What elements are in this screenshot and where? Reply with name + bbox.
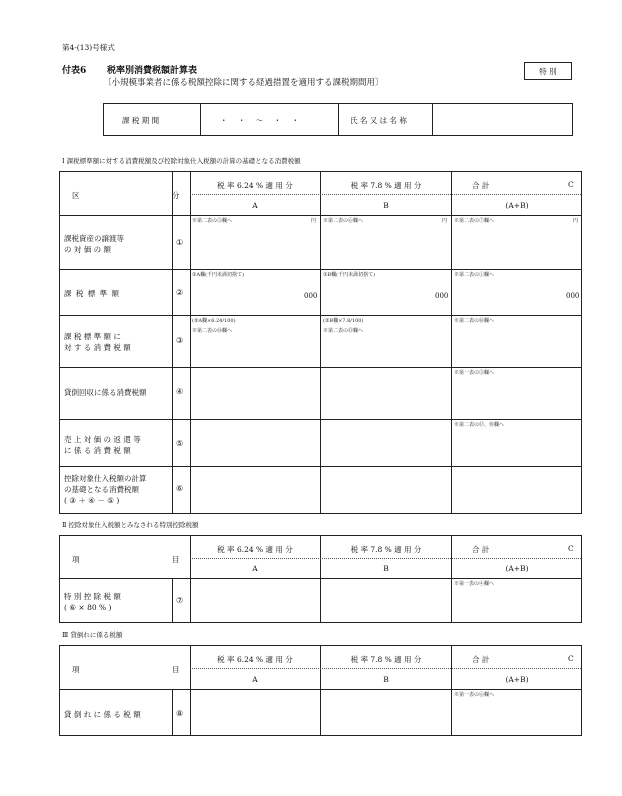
s3-col-c-sub: (A+B) xyxy=(505,675,529,684)
s2-col-rate-78: 税 率 7.8 % 適 用 分 xyxy=(350,545,422,554)
row1-number: ① xyxy=(176,238,184,247)
s3-koumoku: 項 xyxy=(72,665,80,674)
row2-zero-a: 000 xyxy=(304,292,318,300)
s2-koumoku: 項 xyxy=(72,555,80,564)
row2-zero-c: 000 xyxy=(566,292,580,300)
row1-note-b: ※第二表の⑥欄へ xyxy=(323,218,364,224)
row5-note-c: ※第二表の⑰、⑱欄へ xyxy=(454,422,505,428)
special-stamp: 特 別 xyxy=(524,62,572,80)
s2-col-c-sub: (A+B) xyxy=(505,564,529,573)
row6-label1: 控除対象仕入税額の計算 xyxy=(64,474,147,483)
row5-label2: に 係 る 消 費 税 額 xyxy=(64,446,131,455)
col-b: B xyxy=(383,201,389,210)
row3-note-b2: ※第二表の⑮欄へ xyxy=(323,328,364,334)
period-label: 課 税 期 間 xyxy=(122,116,160,125)
row5-number: ⑤ xyxy=(176,439,184,448)
s3-col-b: B xyxy=(383,675,389,684)
row2-note-c: ※第二表の①欄へ xyxy=(454,272,495,278)
col-total: 合 計 xyxy=(472,181,490,190)
row4-label1: 貸倒回収に係る消費税額 xyxy=(64,388,147,397)
section2-heading: Ⅱ 控除対象仕入税額とみなされる特別控除税額 xyxy=(62,521,199,529)
row6-number: ⑥ xyxy=(176,484,184,493)
s3-col-a: A xyxy=(252,675,258,684)
row6-label3: ( ③ ＋ ④ － ⑤ ) xyxy=(64,496,120,505)
row2-note-a: ①A欄(千円未満切捨て) xyxy=(192,272,244,278)
row8-label1: 貸 倒 れ に 係 る 税 額 xyxy=(64,710,141,719)
page-title: 税率別消費税額計算表 xyxy=(107,66,198,76)
section3-table xyxy=(59,645,582,736)
row2-zero-b: 000 xyxy=(435,292,449,300)
s2-moku: 目 xyxy=(172,555,180,564)
col-rate-78: 税 率 7.8 % 適 用 分 xyxy=(350,181,422,190)
s2-col-a: A xyxy=(252,564,258,573)
form-number: 第4-(13)号様式 xyxy=(62,43,115,52)
page-subtitle: 〔小規模事業者に係る税額控除に関する経過措置を適用する課税期間用〕 xyxy=(103,78,384,88)
section1-heading: Ⅰ 課税標準額に対する消費税額及び控除対象仕入税額の計算の基礎となる消費税額 xyxy=(62,157,301,165)
row1-unit-b: 円 xyxy=(442,218,448,224)
row1-note-a: ※第二表の⑤欄へ xyxy=(192,218,233,224)
row3-note-c: ※第二表の⑯欄へ xyxy=(454,318,495,324)
row3-note-a2: ※第二表の⑭欄へ xyxy=(192,328,233,334)
kubun-label: 区 xyxy=(72,191,80,200)
row1-unit-a: 円 xyxy=(311,218,317,224)
row1-label2: の 対 価 の 額 xyxy=(64,245,112,254)
name-label: 氏 名 又 は 名 称 xyxy=(350,116,407,125)
s2-col-c: C xyxy=(568,544,574,553)
row7-label1: 特 別 控 除 税 額 xyxy=(64,592,121,601)
row3-note-b: (②B欄×7.8/100) xyxy=(323,318,364,324)
row1-note-c: ※第二表の⑦欄へ xyxy=(454,218,495,224)
s3-col-rate-624: 税 率 6.24 % 適 用 分 xyxy=(217,655,293,664)
s2-col-rate-624: 税 率 6.24 % 適 用 分 xyxy=(217,545,293,554)
row4-note-c: ※第一表の③欄へ xyxy=(454,370,495,376)
bun-label: 分 xyxy=(172,191,180,200)
col-a: A xyxy=(252,201,258,210)
row6-label2: の基礎となる消費税額 xyxy=(64,485,139,494)
row1-label1: 課税資産の譲渡等 xyxy=(64,234,124,243)
s2-col-total: 合 計 xyxy=(472,545,490,554)
attachment-label: 付表6 xyxy=(62,66,87,76)
row1-unit-c: 円 xyxy=(573,218,579,224)
row7-note-c: ※第一表の④欄へ xyxy=(454,581,495,587)
row7-label2: ( ⑥ × 80 % ) xyxy=(64,603,112,612)
section1-table xyxy=(59,171,582,514)
row2-note-b: ①B欄(千円未満切捨て) xyxy=(323,272,376,278)
s3-col-rate-78: 税 率 7.8 % 適 用 分 xyxy=(350,655,422,664)
row7-number: ⑦ xyxy=(176,596,184,605)
s2-col-b: B xyxy=(383,564,389,573)
section2-table xyxy=(59,535,582,623)
row2-label1: 課 税 標 準 額 xyxy=(64,289,121,298)
col-c-sub: (A+B) xyxy=(505,201,529,210)
row8-note-c: ※第一表の⑥欄へ xyxy=(454,692,495,698)
col-rate-624: 税 率 6.24 % 適 用 分 xyxy=(217,181,293,190)
row8-number: ⑧ xyxy=(176,709,184,718)
period-name-box xyxy=(103,103,573,136)
s3-moku: 目 xyxy=(172,665,180,674)
s3-col-total: 合 計 xyxy=(472,655,490,664)
row3-label2: 対 す る 消 費 税 額 xyxy=(64,343,131,352)
row4-number: ④ xyxy=(176,387,184,396)
s3-col-c: C xyxy=(568,654,574,663)
section3-heading: Ⅲ 貸倒れに係る税額 xyxy=(62,631,123,639)
period-value[interactable]: ・ ・ 〜 ・ ・ xyxy=(220,116,304,125)
col-c: C xyxy=(568,180,574,189)
row2-number: ② xyxy=(176,288,184,297)
row3-number: ③ xyxy=(176,336,184,345)
row3-note-a: (②A欄×6.24/100) xyxy=(192,318,236,324)
row3-label1: 課 税 標 準 額 に xyxy=(64,332,121,341)
row5-label1: 売 上 対 価 の 返 還 等 xyxy=(64,435,141,444)
